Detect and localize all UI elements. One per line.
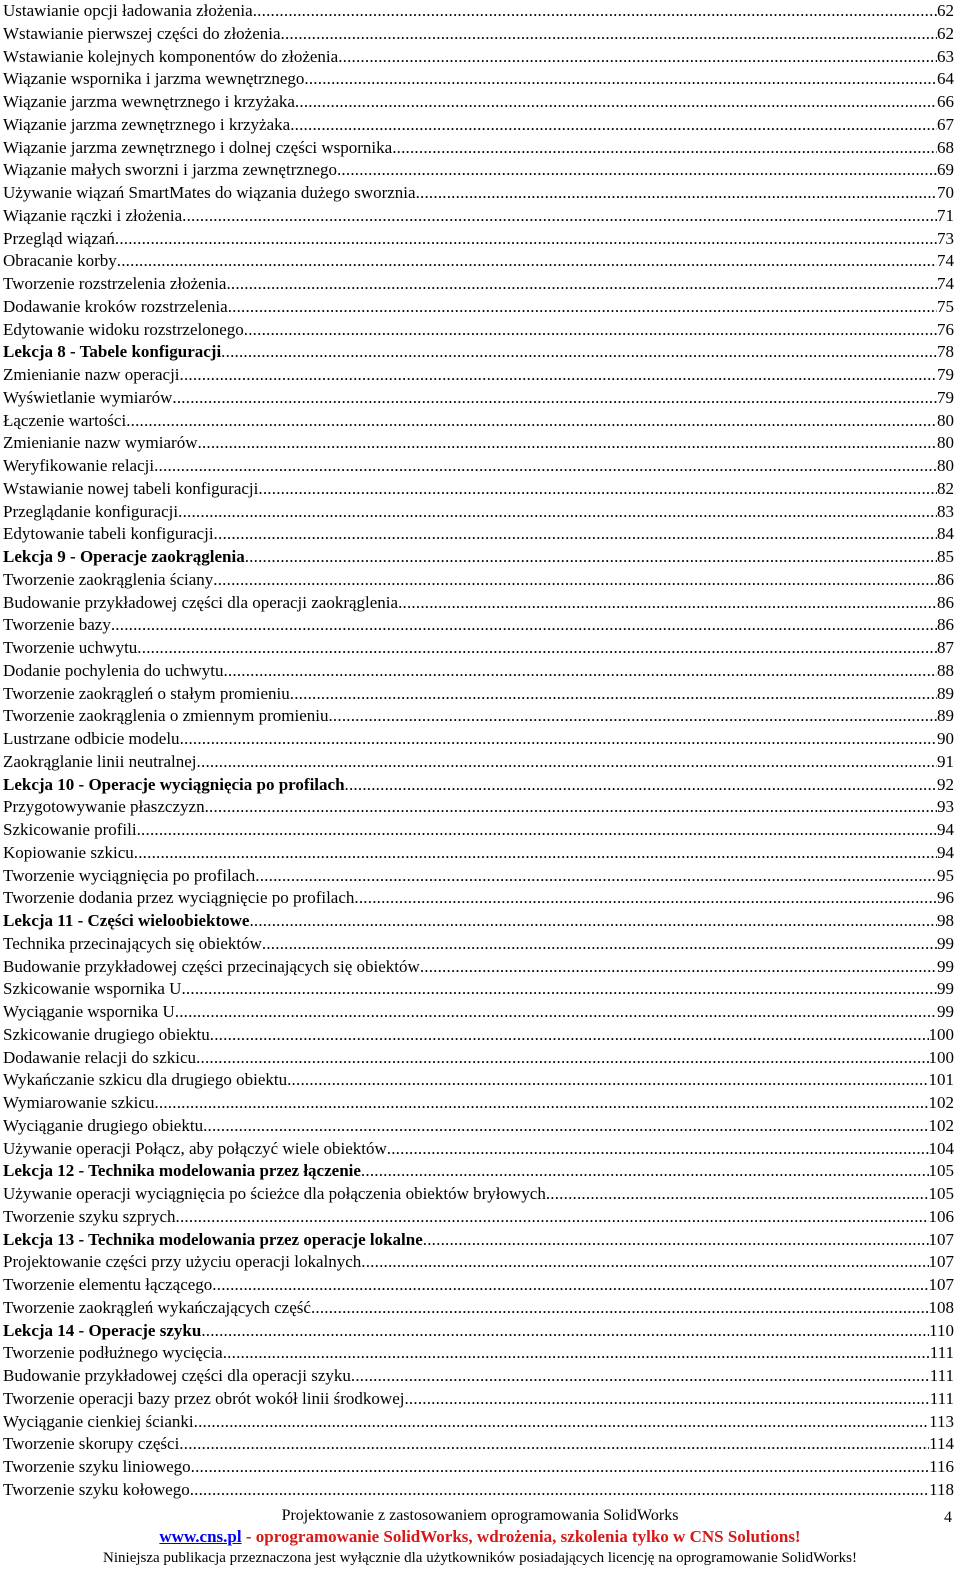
toc-leader-dots <box>416 182 937 205</box>
toc-entry-page: 62 <box>937 1 954 20</box>
toc-leader-dots <box>223 1342 930 1365</box>
toc-entry-title: Wyciąganie drugiego obiektu <box>3 1115 204 1135</box>
toc-chapter-entry[interactable] <box>3 546 954 569</box>
toc-entry-title: Lekcja 9 - Operacje zaokrąglenia <box>3 547 245 566</box>
toc-entry[interactable] <box>3 1024 954 1047</box>
toc-entry[interactable] <box>3 1297 954 1320</box>
toc-entry-page: 99 <box>937 1002 954 1021</box>
toc-chapter-entry[interactable] <box>3 1229 954 1252</box>
toc-entry-page: 105 <box>928 1184 954 1203</box>
toc-entry-page: 113 <box>929 1411 954 1431</box>
toc-leader-dots <box>226 273 937 296</box>
toc-entry-title: Obracanie korby <box>3 251 117 271</box>
toc-leader-dots <box>126 410 937 433</box>
toc-entry-title: Wstawianie pierwszej części do złożenia <box>3 23 281 43</box>
toc-entry[interactable] <box>3 387 954 410</box>
toc-entry-page: 108 <box>928 1297 954 1317</box>
toc-entry-page: 93 <box>937 797 954 817</box>
toc-leader-dots <box>404 1388 929 1411</box>
toc-leader-dots <box>546 1183 929 1206</box>
toc-leader-dots <box>115 228 937 251</box>
toc-entry-title: Wykańczanie szkicu dla drugiego obiektu <box>3 1070 288 1090</box>
toc-entry-page: 74 <box>937 251 954 271</box>
toc-leader-dots <box>262 933 937 956</box>
toc-entry-page: 62 <box>937 23 954 43</box>
footer-title: Projektowanie z zastosowaniem oprogramowania SolidWorks <box>281 1507 679 1524</box>
toc-entry-title: Ustawianie opcji ładowania złożenia <box>3 1 253 20</box>
toc-entry[interactable] <box>3 956 954 979</box>
toc-entry-title: Wiązanie jarzma zewnętrznego i krzyżaka <box>3 114 291 134</box>
toc-entry-title: Tworzenie zaokrąglenia o zmiennym promieniu <box>3 706 329 726</box>
toc-entry-title: Kopiowanie szkicu <box>3 842 134 862</box>
toc-entry[interactable] <box>3 683 954 706</box>
toc-entry-title: Projektowanie części przy użyciu operacji lokalnych <box>3 1252 362 1272</box>
toc-leader-dots <box>361 1251 928 1274</box>
toc-entry-title: Wyświetlanie wymiarów <box>3 387 173 407</box>
page-number: 4 <box>944 1509 952 1526</box>
toc-entry-page: 107 <box>928 1229 954 1249</box>
toc-entry-page: 105 <box>928 1161 954 1181</box>
toc-entry[interactable] <box>3 91 954 114</box>
toc-entry[interactable] <box>3 501 954 524</box>
toc-entry[interactable] <box>3 1115 954 1138</box>
toc-entry[interactable] <box>3 1183 954 1206</box>
toc-entry-page: 78 <box>937 342 954 362</box>
toc-leader-dots <box>228 296 937 319</box>
toc-entry[interactable] <box>3 364 954 387</box>
toc-entry-page: 89 <box>937 683 954 703</box>
toc-entry-title: Łączenie wartości <box>3 410 127 430</box>
toc-entry-title: Zaokrąglanie linii neutralnej <box>3 751 197 771</box>
toc-leader-dots <box>338 46 937 69</box>
toc-leader-dots <box>221 341 937 364</box>
toc-entry[interactable] <box>3 569 954 592</box>
toc-leader-dots <box>201 1320 929 1343</box>
toc-entry[interactable] <box>3 523 954 546</box>
footer-promo-line <box>0 1526 960 1548</box>
toc-entry[interactable] <box>3 819 954 842</box>
toc-entry-title: Szkicowanie drugiego obiektu <box>3 1024 210 1044</box>
toc-entry-title: Wiązanie jarzma zewnętrznego i dolnej części wspornika <box>3 137 393 157</box>
toc-entry-title: Wstawianie nowej tabeli konfiguracji <box>3 478 259 498</box>
toc-entry[interactable] <box>3 410 954 433</box>
toc-entry-page: 64 <box>937 69 954 89</box>
toc-entry-page: 111 <box>929 1366 954 1385</box>
toc-entry-title: Używanie operacji wyciągnięcia po ścieżce dla połączenia obiektów bryłowych <box>3 1184 546 1203</box>
toc-entry-title: Budowanie przykładowej części przecinających się obiektów <box>3 956 420 976</box>
toc-entry-page: 71 <box>937 205 954 225</box>
toc-entry-title: Wiązanie rączki i złożenia <box>3 205 183 225</box>
toc-leader-dots <box>345 774 937 797</box>
toc-leader-dots <box>137 819 937 842</box>
toc-entry-page: 85 <box>937 547 954 566</box>
toc-entry-page: 114 <box>929 1434 954 1454</box>
toc-entry-page: 75 <box>937 296 954 316</box>
toc-entry[interactable] <box>3 614 954 637</box>
toc-entry[interactable] <box>3 319 954 342</box>
toc-leader-dots <box>423 1229 929 1252</box>
toc-entry[interactable] <box>3 1388 954 1411</box>
toc-entry-title: Lekcja 14 - Operacje szyku <box>3 1320 202 1340</box>
toc-leader-dots <box>387 1138 929 1161</box>
toc-entry-title: Wiązanie jarzma wewnętrznego i krzyżaka <box>3 92 295 111</box>
toc-entry[interactable] <box>3 1274 954 1297</box>
toc-leader-dots <box>287 1069 928 1092</box>
toc-entry-title: Zmienianie nazw operacji <box>3 365 180 384</box>
toc-entry-page: 118 <box>929 1479 954 1499</box>
toc-entry-title: Wymiarowanie szkicu <box>3 1093 155 1112</box>
toc-entry[interactable] <box>3 1047 954 1070</box>
toc-entry[interactable] <box>3 205 954 228</box>
toc-entry[interactable] <box>3 1479 954 1502</box>
toc-entry[interactable] <box>3 751 954 774</box>
toc-entry-page: 111 <box>929 1343 954 1363</box>
toc-entry[interactable] <box>3 1433 954 1456</box>
toc-leader-dots <box>194 1411 930 1434</box>
toc-entry-page: 98 <box>937 911 954 930</box>
toc-entry[interactable] <box>3 182 954 205</box>
toc-entry-page: 74 <box>937 274 954 293</box>
toc-entry-page: 99 <box>937 979 954 999</box>
toc-entry-title: Tworzenie skorupy części <box>3 1434 180 1454</box>
toc-leader-dots <box>203 1115 928 1138</box>
toc-chapter-entry[interactable] <box>3 1320 954 1343</box>
toc-entry[interactable] <box>3 114 954 137</box>
toc-entry[interactable] <box>3 728 954 751</box>
toc-leader-dots <box>290 683 937 706</box>
toc-entry-title: Lekcja 11 - Części wieloobiektowe <box>3 911 250 930</box>
toc-entry-page: 70 <box>937 183 954 202</box>
toc-entry-title: Używanie wiązań SmartMates do wiązania dużego sworznia <box>3 183 416 202</box>
toc-entry-title: Tworzenie operacji bazy przez obrót wokół linii środkowej <box>3 1388 405 1408</box>
license-notice: Niniejsza publikacja przeznaczona jest wyłącznie dla użytkowników posiadających licencję na oprogramowanie SolidWorks! <box>103 1550 857 1566</box>
toc-leader-dots <box>134 842 937 865</box>
toc-entry-page: 92 <box>937 774 954 794</box>
toc-leader-dots <box>281 23 937 46</box>
toc-entry-page: 86 <box>937 569 954 589</box>
toc-leader-dots <box>253 0 937 23</box>
toc-entry-page: 82 <box>937 478 954 498</box>
footer-tagline: - oprogramowanie SolidWorks, wdrożenia, szkolenia tylko w CNS Solutions! <box>241 1527 801 1546</box>
toc-leader-dots <box>154 455 937 478</box>
toc-leader-dots <box>117 250 937 273</box>
toc-entry[interactable] <box>3 660 954 683</box>
toc-leader-dots <box>290 114 937 137</box>
toc-entry[interactable] <box>3 250 954 273</box>
toc-leader-dots <box>244 319 937 342</box>
toc-entry-page: 84 <box>937 524 954 544</box>
toc-leader-dots <box>176 1206 929 1229</box>
toc-leader-dots <box>179 1433 929 1456</box>
toc-entry[interactable] <box>3 23 954 46</box>
toc-entry[interactable] <box>3 842 954 865</box>
toc-entry-title: Tworzenie zaokrągleń o stałym promieniu <box>3 683 290 703</box>
toc-entry-page: 99 <box>937 956 954 976</box>
toc-entry-title: Wiązanie wspornika i jarzma wewnętrznego <box>3 69 305 89</box>
toc-entry-page: 67 <box>937 114 954 134</box>
toc-entry[interactable] <box>3 1138 954 1161</box>
toc-leader-dots <box>180 728 937 751</box>
toc-chapter-entry[interactable] <box>3 1160 954 1183</box>
toc-leader-dots <box>196 1047 928 1070</box>
toc-entry-title: Tworzenie uchwytu <box>3 638 138 657</box>
toc-entry-page: 79 <box>937 365 954 384</box>
toc-entry-title: Tworzenie zaokrągleń wykańczających część <box>3 1297 311 1317</box>
toc-entry-page: 86 <box>937 615 954 635</box>
toc-entry-page: 66 <box>937 92 954 111</box>
toc-entry-title: Weryfikowanie relacji <box>3 456 155 475</box>
toc-entry-title: Tworzenie zaokrąglenia ściany <box>3 569 214 589</box>
footer-title-line <box>0 1506 960 1526</box>
toc-entry[interactable] <box>3 1092 954 1115</box>
toc-leader-dots <box>111 614 937 637</box>
toc-entry-title: Tworzenie szyku liniowego <box>3 1457 191 1476</box>
toc-entry-title: Przygotowywanie płaszczyzn <box>3 797 205 817</box>
toc-entry-page: 110 <box>929 1320 954 1340</box>
toc-entry-page: 100 <box>928 1024 954 1044</box>
toc-leader-dots <box>182 205 937 228</box>
toc-leader-dots <box>198 432 938 455</box>
toc-entry-title: Szkicowanie profili <box>3 820 137 839</box>
toc-entry-page: 101 <box>928 1070 954 1090</box>
toc-entry-title: Edytowanie tabeli konfiguracji <box>3 524 214 544</box>
toc-entry[interactable] <box>3 296 954 319</box>
toc-leader-dots <box>175 1001 937 1024</box>
toc-entry-page: 90 <box>937 729 954 748</box>
toc-leader-dots <box>172 387 937 410</box>
toc-entry-title: Dodanie pochylenia do uchwytu <box>3 660 224 680</box>
toc-leader-dots <box>223 660 937 683</box>
toc-chapter-entry[interactable] <box>3 341 954 364</box>
toc-entry-title: Tworzenie bazy <box>3 615 111 635</box>
toc-entry-page: 83 <box>937 501 954 521</box>
toc-entry-page: 80 <box>937 433 954 453</box>
toc-entry-page: 95 <box>937 865 954 885</box>
toc-leader-dots <box>361 1160 929 1183</box>
toc-entry[interactable] <box>3 432 954 455</box>
toc-leader-dots <box>392 137 937 160</box>
toc-entry[interactable] <box>3 933 954 956</box>
toc-entry[interactable] <box>3 1069 954 1092</box>
toc-entry[interactable] <box>3 68 954 91</box>
toc-entry-title: Dodawanie kroków rozstrzelenia <box>3 296 228 316</box>
toc-entry[interactable] <box>3 592 954 615</box>
toc-entry[interactable] <box>3 137 954 160</box>
toc-entry-title: Tworzenie dodania przez wyciągnięcie po profilach <box>3 888 355 908</box>
toc-chapter-entry[interactable] <box>3 910 954 933</box>
toc-entry-page: 87 <box>937 638 954 657</box>
toc-leader-dots <box>255 865 937 888</box>
toc-entry[interactable] <box>3 1365 954 1388</box>
toc-entry-page: 94 <box>937 820 954 839</box>
toc-entry-title: Tworzenie szyku szprych <box>3 1206 176 1226</box>
toc-entry[interactable] <box>3 273 954 296</box>
toc-leader-dots <box>154 1092 928 1115</box>
toc-entry-page: 63 <box>937 46 954 66</box>
toc-entry-page: 68 <box>937 137 954 157</box>
toc-entry-page: 86 <box>937 592 954 612</box>
toc-entry[interactable] <box>3 796 954 819</box>
toc-chapter-entry[interactable] <box>3 774 954 797</box>
toc-entry-page: 80 <box>937 456 954 475</box>
toc-leader-dots <box>178 501 937 524</box>
toc-entry[interactable] <box>3 1206 954 1229</box>
toc-entry[interactable] <box>3 1001 954 1024</box>
toc-entry-title: Dodawanie relacji do szkicu <box>3 1047 197 1067</box>
toc-entry-page: 80 <box>937 410 954 430</box>
toc-leader-dots <box>304 68 937 91</box>
toc-entry-title: Tworzenie wyciągnięcia po profilach <box>3 865 256 885</box>
toc-entry-page: 69 <box>937 160 954 180</box>
toc-entry[interactable] <box>3 887 954 910</box>
toc-entry[interactable] <box>3 705 954 728</box>
toc-leader-dots <box>180 364 937 387</box>
toc-leader-dots <box>311 1297 929 1320</box>
toc-entry-title: Szkicowanie wspornika U <box>3 979 182 999</box>
toc-entry-page: 116 <box>929 1457 954 1476</box>
toc-entry-page: 100 <box>928 1047 954 1067</box>
toc-leader-dots <box>197 751 937 774</box>
toc-entry-page: 73 <box>937 228 954 248</box>
toc-entry[interactable] <box>3 228 954 251</box>
toc-entry-title: Lekcja 8 - Tabele konfiguracji <box>3 342 222 362</box>
toc-entry-title: Wyciąganie cienkiej ścianki <box>3 1411 194 1431</box>
toc-leader-dots <box>258 478 937 501</box>
toc-leader-dots <box>137 637 937 660</box>
toc-entry-title: Przegląd wiązań <box>3 228 115 248</box>
toc-leader-dots <box>398 592 937 615</box>
toc-leader-dots <box>351 1365 930 1388</box>
toc-entry-title: Budowanie przykładowej części dla operacji zaokrąglenia <box>3 592 399 612</box>
toc-leader-dots <box>337 159 937 182</box>
toc-leader-dots <box>295 91 937 114</box>
toc-entry-page: 111 <box>929 1388 954 1408</box>
toc-leader-dots <box>190 1479 929 1502</box>
toc-entry-page: 91 <box>937 751 954 771</box>
toc-entry-title: Lustrzane odbicie modelu <box>3 729 180 748</box>
toc-entry-title: Wyciąganie wspornika U <box>3 1002 175 1021</box>
toc-entry[interactable] <box>3 478 954 501</box>
toc-entry-title: Tworzenie podłużnego wycięcia <box>3 1343 223 1363</box>
toc-entry-title: Wstawianie kolejnych komponentów do złożenia <box>3 46 339 66</box>
toc-entry-page: 94 <box>937 842 954 862</box>
toc-leader-dots <box>214 523 937 546</box>
toc-entry-page: 79 <box>937 387 954 407</box>
toc-entry-title: Edytowanie widoku rozstrzelonego <box>3 319 244 339</box>
toc-entry[interactable] <box>3 1251 954 1274</box>
toc-entry[interactable] <box>3 0 954 23</box>
toc-leader-dots <box>249 910 937 933</box>
toc-entry-page: 102 <box>928 1093 954 1112</box>
toc-entry-page: 99 <box>937 933 954 953</box>
toc-entry[interactable] <box>3 455 954 478</box>
toc-leader-dots <box>354 887 937 910</box>
toc-leader-dots <box>210 1024 929 1047</box>
toc-entry-title: Wiązanie małych sworzni i jarzma zewnętrznego <box>3 160 337 180</box>
toc-leader-dots <box>245 546 937 569</box>
toc-entry-title: Lekcja 12 - Technika modelowania przez łączenie <box>3 1161 361 1181</box>
toc-leader-dots <box>205 796 937 819</box>
toc-entry-page: 107 <box>928 1275 954 1294</box>
toc-entry-page: 76 <box>937 319 954 339</box>
toc-entry-title: Technika przecinających się obiektów <box>3 933 262 953</box>
toc-entry[interactable] <box>3 978 954 1001</box>
toc-leader-dots <box>213 569 937 592</box>
toc-entry-title: Zmienianie nazw wymiarów <box>3 433 198 453</box>
toc-entry[interactable] <box>3 159 954 182</box>
toc-leader-dots <box>191 1456 929 1479</box>
toc-leader-dots <box>328 705 937 728</box>
toc-entry[interactable] <box>3 1342 954 1365</box>
website-link[interactable]: www.cns.pl <box>159 1527 242 1546</box>
toc-entry-page: 89 <box>937 706 954 726</box>
toc-entry[interactable] <box>3 1456 954 1479</box>
toc-leader-dots <box>181 978 937 1001</box>
toc-entry-title: Tworzenie szyku kołowego <box>3 1479 190 1499</box>
toc-entry-page: 102 <box>928 1115 954 1135</box>
toc-entry-title: Przeglądanie konfiguracji <box>3 501 179 521</box>
toc-entry-title: Lekcja 13 - Technika modelowania przez operacje lokalne <box>3 1229 423 1249</box>
toc-entry-title: Używanie operacji Połącz, aby połączyć wiele obiektów <box>3 1138 387 1158</box>
table-of-contents <box>3 0 954 1502</box>
toc-entry-title: Lekcja 10 - Operacje wyciągnięcia po profilach <box>3 774 345 794</box>
page-footer <box>0 1506 960 1568</box>
toc-entry[interactable] <box>3 46 954 69</box>
toc-entry[interactable] <box>3 1411 954 1434</box>
toc-entry[interactable] <box>3 637 954 660</box>
toc-entry-page: 107 <box>928 1252 954 1272</box>
toc-entry-page: 88 <box>937 660 954 680</box>
toc-entry-title: Budowanie przykładowej części dla operacji szyku <box>3 1366 351 1385</box>
toc-entry-page: 96 <box>937 888 954 908</box>
toc-entry[interactable] <box>3 865 954 888</box>
toc-entry-page: 104 <box>928 1138 954 1158</box>
toc-entry-page: 106 <box>928 1206 954 1226</box>
toc-entry-title: Tworzenie elementu łączącego <box>3 1275 213 1294</box>
toc-leader-dots <box>212 1274 928 1297</box>
toc-leader-dots <box>420 956 937 979</box>
toc-entry-title: Tworzenie rozstrzelenia złożenia <box>3 274 227 293</box>
